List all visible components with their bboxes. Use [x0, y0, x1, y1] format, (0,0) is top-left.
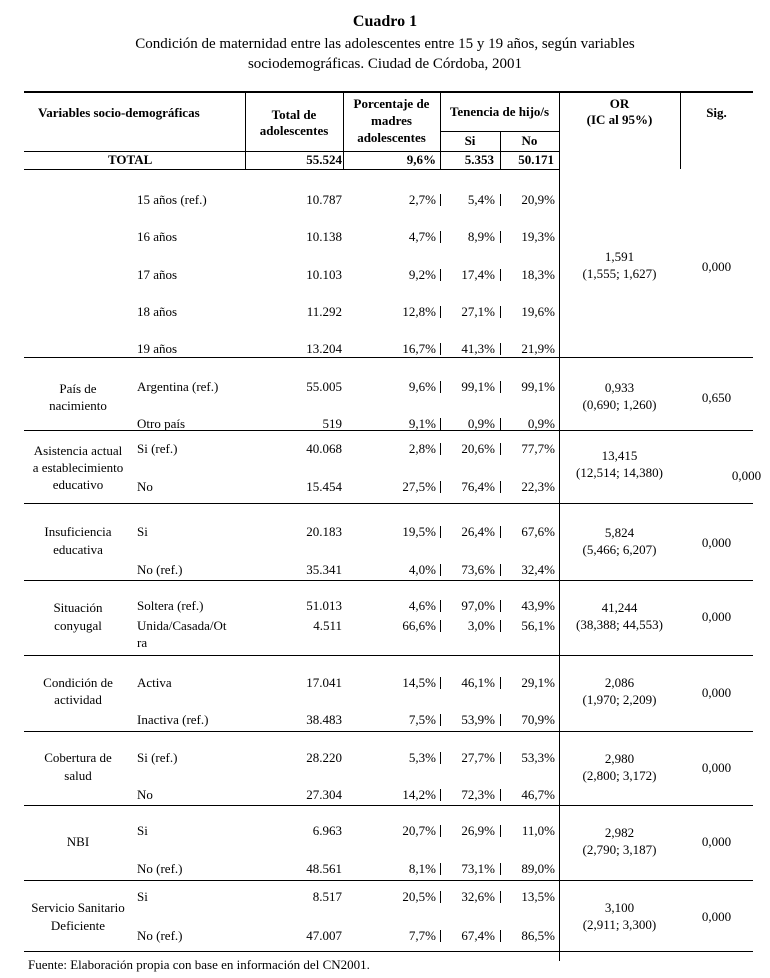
variable-name: conyugal [54, 618, 102, 633]
group-divider [24, 503, 753, 504]
or-value: 13,415 [601, 448, 638, 463]
cell-mark [500, 863, 501, 875]
cell-pct: 7,5% [408, 712, 436, 727]
cell-pct: 5,3% [408, 750, 436, 765]
or-value: 5,824 [604, 525, 635, 540]
cell-total: 35.341 [306, 562, 342, 577]
category-label: 17 años [137, 267, 178, 282]
category-label: Activa [137, 675, 172, 690]
cell-si: 27,7% [461, 750, 495, 765]
group-divider [24, 357, 753, 358]
or-ci: (1,555; 1,627) [582, 266, 657, 281]
or-ci: (38,388; 44,553) [575, 617, 664, 632]
cell-pct: 14,2% [402, 787, 436, 802]
cell-si: 53,9% [461, 712, 495, 727]
cell-total: 51.013 [306, 598, 342, 613]
cell-mark [440, 620, 441, 632]
or-value: 3,100 [604, 900, 635, 915]
cell-mark [500, 789, 501, 801]
cell-pct: 66,6% [402, 618, 436, 633]
cell-si: 32,6% [461, 889, 495, 904]
variable-name: País de [59, 381, 97, 396]
cell-total: 38.483 [306, 712, 342, 727]
sig-value: 0,000 [701, 834, 732, 849]
cell-si: 3,0% [467, 618, 495, 633]
total-label: TOTAL [108, 152, 153, 167]
or-ci: (0,690; 1,260) [582, 397, 657, 412]
cell-no: 19,3% [521, 229, 555, 244]
or-ci: (1,970; 2,209) [582, 692, 657, 707]
variable-name: Condición de [43, 675, 113, 690]
cell-mark [500, 714, 501, 726]
category-label: Si [137, 524, 148, 539]
or-value: 2,086 [604, 675, 635, 690]
category-label: 16 años [137, 229, 178, 244]
sig-value: 0,000 [701, 609, 732, 624]
cell-si: 76,4% [461, 479, 495, 494]
cell-si: 26,4% [461, 524, 495, 539]
cell-total: 15.454 [306, 479, 342, 494]
cell-si: 0,9% [467, 416, 495, 431]
cell-total: 17.041 [306, 675, 342, 690]
cell-total: 48.561 [306, 861, 342, 876]
total-si: 5.353 [464, 152, 494, 167]
cell-mark [440, 600, 441, 612]
table-top-rule [24, 91, 753, 93]
cell-mark [500, 891, 501, 903]
cell-pct: 7,7% [408, 928, 436, 943]
header-tenencia: Tenencia de hijo/s [449, 104, 550, 119]
cell-total: 28.220 [306, 750, 342, 765]
cell-pct: 4,6% [408, 598, 436, 613]
cell-mark [440, 194, 441, 206]
cell-no: 20,9% [521, 192, 555, 207]
cell-pct: 2,7% [408, 192, 436, 207]
group-divider [24, 655, 753, 656]
cell-mark [500, 620, 501, 632]
cell-mark [440, 891, 441, 903]
cell-no: 70,9% [521, 712, 555, 727]
cell-mark [440, 714, 441, 726]
cell-no: 18,3% [521, 267, 555, 282]
cell-no: 0,9% [527, 416, 555, 431]
cell-total: 4.511 [313, 618, 342, 633]
category-label: Otro país [137, 416, 186, 431]
cell-no: 21,9% [521, 341, 555, 356]
cell-no: 32,4% [521, 562, 555, 577]
cell-mark [440, 526, 441, 538]
cell-mark [500, 418, 501, 430]
cell-mark [440, 306, 441, 318]
cell-pct: 8,1% [408, 861, 436, 876]
footnote: Fuente: Elaboración propia con base en información del CN2001. [28, 957, 370, 972]
variable-name: actividad [54, 692, 102, 707]
cell-total: 10.787 [306, 192, 342, 207]
cell-mark [500, 564, 501, 576]
cell-total: 8.517 [312, 889, 342, 904]
header-variables: Variables socio-demográficas [38, 105, 200, 120]
category-label: Soltera (ref.) [137, 598, 204, 613]
cell-total: 13.204 [306, 341, 342, 356]
cell-pct: 12,8% [402, 304, 436, 319]
or-ci: (2,911; 3,300) [582, 917, 657, 932]
variable-name: NBI [66, 834, 90, 849]
cell-mark [500, 825, 501, 837]
cell-mark [440, 231, 441, 243]
cell-no: 99,1% [521, 379, 555, 394]
cell-mark [440, 677, 441, 689]
variable-name: Cobertura de [44, 750, 112, 765]
cell-mark [440, 381, 441, 393]
header-no: No [521, 133, 538, 148]
cell-mark [500, 231, 501, 243]
cell-mark [500, 269, 501, 281]
cell-si: 26,9% [461, 823, 495, 838]
cell-total: 47.007 [306, 928, 342, 943]
total-bottom-rule [24, 169, 559, 170]
cell-pct: 2,8% [408, 441, 436, 456]
cell-mark [500, 526, 501, 538]
variable-name: a establecimiento [32, 460, 124, 475]
cell-mark [500, 930, 501, 942]
cell-si: 99,1% [461, 379, 495, 394]
cell-si: 41,3% [461, 341, 495, 356]
category-label: Si (ref.) [137, 441, 178, 456]
or-ci: (2,790; 3,187) [582, 842, 657, 857]
cell-pct: 9,1% [408, 416, 436, 431]
cell-si: 8,9% [467, 229, 495, 244]
header-total-line2: adolescentes [259, 123, 329, 138]
cell-si: 27,1% [461, 304, 495, 319]
cell-pct: 4,0% [408, 562, 436, 577]
cell-si: 5,4% [467, 192, 495, 207]
total-no: 50.171 [518, 152, 554, 167]
cell-pct: 14,5% [402, 675, 436, 690]
sig-value: 0,000 [701, 760, 732, 775]
cell-total: 55.005 [306, 379, 342, 394]
or-value: 41,244 [601, 600, 638, 615]
cell-mark [440, 564, 441, 576]
category-label: Unida/Casada/Ot [137, 618, 227, 633]
cell-pct: 20,5% [402, 889, 436, 904]
cell-mark [500, 677, 501, 689]
cell-total: 11.292 [306, 304, 342, 319]
cell-total: 40.068 [306, 441, 342, 456]
sig-value: 0,000 [701, 685, 732, 700]
cell-no: 89,0% [521, 861, 555, 876]
or-value: 2,982 [604, 825, 635, 840]
cell-mark [440, 443, 441, 455]
header-pct-line2: madres [371, 113, 412, 128]
cell-mark [500, 443, 501, 455]
cell-mark [440, 930, 441, 942]
cell-pct: 27,5% [402, 479, 436, 494]
category-label: 19 años [137, 341, 178, 356]
cell-mark [440, 752, 441, 764]
cell-si: 73,1% [461, 861, 495, 876]
cell-mark [500, 600, 501, 612]
category-label: 15 años (ref.) [137, 192, 207, 207]
sig-value: 0,000 [701, 259, 732, 274]
category-label: 18 años [137, 304, 178, 319]
header-sig: Sig. [706, 105, 727, 120]
cell-no: 43,9% [521, 598, 555, 613]
cell-mark [440, 269, 441, 281]
group-divider [24, 880, 753, 881]
cell-mark [500, 481, 501, 493]
variable-name: educativo [52, 477, 104, 492]
cell-mark [500, 752, 501, 764]
category-label: No [137, 787, 153, 802]
cell-no: 19,6% [521, 304, 555, 319]
cell-pct: 9,6% [408, 379, 436, 394]
cell-no: 11,0% [521, 823, 555, 838]
cell-no: 22,3% [521, 479, 555, 494]
cell-mark [440, 343, 441, 355]
group-divider [24, 731, 753, 732]
cell-total: 27.304 [306, 787, 342, 802]
category-label: Inactiva (ref.) [137, 712, 209, 727]
sig-value: 0,000 [701, 909, 732, 924]
variable-name: nacimiento [49, 398, 107, 413]
cell-mark [440, 418, 441, 430]
cell-mark [440, 481, 441, 493]
header-pct-line3: adolescentes [357, 130, 426, 145]
cell-mark [500, 194, 501, 206]
variable-name: salud [64, 768, 92, 783]
category-label: No (ref.) [137, 928, 183, 943]
category-label: No (ref.) [137, 562, 183, 577]
cell-mark [500, 343, 501, 355]
or-value: 1,591 [604, 249, 635, 264]
cell-pct: 9,2% [408, 267, 436, 282]
or-ci: (12,514; 14,380) [575, 465, 664, 480]
cell-total: 10.138 [306, 229, 342, 244]
or-ci: (2,800; 3,172) [582, 768, 657, 783]
category-label: Si [137, 889, 148, 904]
or-value: 0,933 [604, 380, 635, 395]
cell-mark [440, 789, 441, 801]
cell-si: 67,4% [461, 928, 495, 943]
variable-name: Deficiente [50, 918, 106, 933]
cell-no: 86,5% [521, 928, 555, 943]
cell-total: 20.183 [306, 524, 342, 539]
cell-mark [440, 863, 441, 875]
cell-si: 97,0% [461, 598, 495, 613]
cell-mark [500, 306, 501, 318]
category-label: Si [137, 823, 148, 838]
cell-no: 29,1% [521, 675, 555, 690]
table-subtitle-line1: Condición de maternidad entre las adolescentes entre 15 y 19 años, según variables [135, 36, 635, 52]
table-subtitle-line2: sociodemográficas. Ciudad de Córdoba, 2001 [247, 56, 523, 72]
header-total-line1: Total de [271, 107, 317, 122]
cell-si: 17,4% [461, 267, 495, 282]
variable-name: Insuficiencia [44, 524, 112, 539]
cell-pct: 20,7% [402, 823, 436, 838]
or-ci: (5,466; 6,207) [582, 542, 657, 557]
cell-no: 46,7% [521, 787, 555, 802]
cell-no: 53,3% [521, 750, 555, 765]
header-or-ic: (IC al 95%) [586, 112, 653, 127]
cell-pct: 4,7% [408, 229, 436, 244]
cell-no: 77,7% [521, 441, 555, 456]
or-value: 2,980 [604, 751, 635, 766]
group-divider [24, 951, 753, 952]
category-label: No (ref.) [137, 861, 183, 876]
cell-no: 67,6% [521, 524, 555, 539]
cell-pct: 19,5% [402, 524, 436, 539]
col-divider [680, 91, 681, 169]
cell-no: 13,5% [521, 889, 555, 904]
cell-si: 20,6% [461, 441, 495, 456]
cell-si: 73,6% [461, 562, 495, 577]
category-label-wrap: ra [137, 635, 148, 650]
cell-total: 10.103 [306, 267, 342, 282]
cell-mark [440, 825, 441, 837]
cell-total: 6.963 [312, 823, 342, 838]
table-title: Cuadro 1 [352, 13, 418, 30]
header-si: Si [464, 133, 476, 148]
cell-si: 46,1% [461, 675, 495, 690]
cell-mark [500, 381, 501, 393]
variable-name: Situación [53, 600, 103, 615]
category-label: Argentina (ref.) [137, 379, 219, 394]
variable-name: Servicio Sanitario [31, 900, 125, 915]
sig-value: 0,650 [701, 390, 732, 405]
cell-pct: 16,7% [402, 341, 436, 356]
header-pct-line1: Porcentaje de [353, 96, 430, 111]
category-label: Si (ref.) [137, 750, 178, 765]
category-label: No [137, 479, 153, 494]
variable-name: educativa [53, 542, 103, 557]
total-count: 55.524 [306, 152, 342, 167]
cell-no: 56,1% [521, 618, 555, 633]
group-divider [24, 805, 753, 806]
sig-value: 0,000 [701, 535, 732, 550]
cell-si: 72,3% [461, 787, 495, 802]
total-pct: 9,6% [406, 152, 436, 167]
header-or: OR [609, 96, 630, 111]
cell-total: 519 [322, 416, 342, 431]
variable-name: Asistencia actual [33, 443, 123, 458]
sig-value: 0,000 [731, 468, 762, 483]
group-divider [24, 580, 753, 581]
